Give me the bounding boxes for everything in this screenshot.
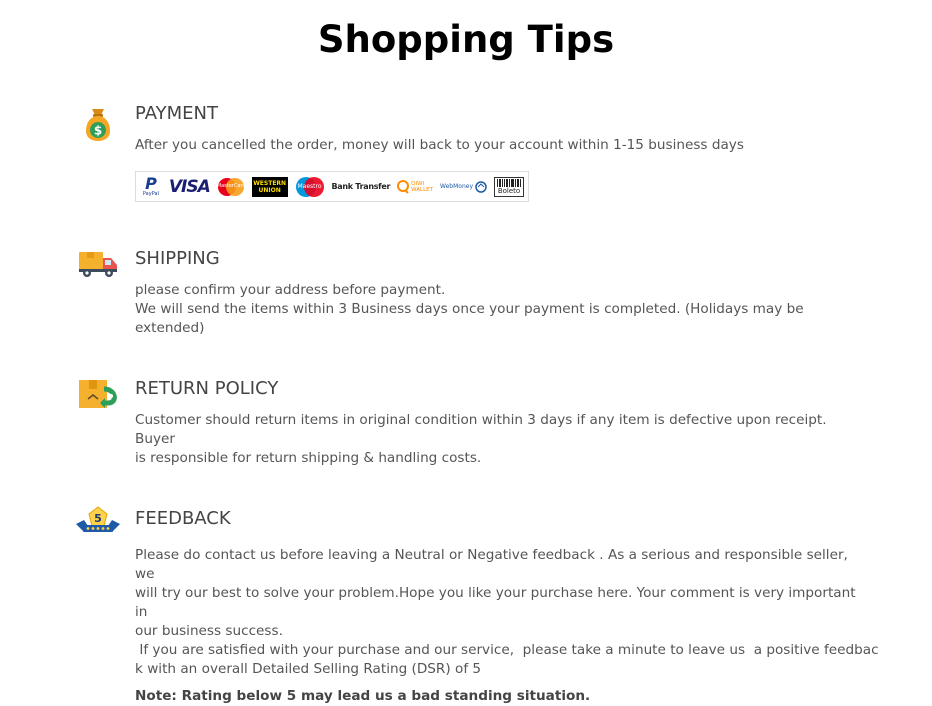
- webmoney-logo: [440, 181, 487, 193]
- western-union-logo: [252, 177, 288, 197]
- qiwi-logo-line2: WALLET: [411, 186, 434, 193]
- delivery-truck-icon: [78, 246, 118, 286]
- qiwi-logo: [397, 180, 433, 194]
- webmoney-logo-label: WebMoney: [440, 183, 473, 190]
- feedback-text-line: If you are satisfied with your purchase and our service, please take a minute to leave us a positive feedbac: [135, 642, 879, 658]
- feedback-text: [135, 546, 879, 706]
- feedback-heading: FEEDBACK: [135, 508, 231, 529]
- return-policy-text: [135, 411, 865, 468]
- feedback-text-line: our business success.: [135, 623, 283, 639]
- western-union-line2: UNION: [258, 186, 281, 194]
- five-star-badge-icon: [74, 506, 122, 546]
- shipping-text-line: please confirm your address before payment.: [135, 282, 446, 298]
- svg-text:$: $: [93, 123, 103, 138]
- return-policy-heading: RETURN POLICY: [135, 378, 279, 399]
- shipping-heading: SHIPPING: [135, 248, 220, 269]
- payment-text-line: After you cancelled the order, money will back to your account within 1-15 business days: [135, 137, 744, 153]
- return-policy-text-line: Customer should return items in original condition within 3 days if any item is defective upon receipt. Buyer: [135, 412, 827, 447]
- bank-transfer-logo: Bank Transfer: [331, 182, 391, 191]
- money-bag-icon: [78, 103, 118, 143]
- mastercard-logo-label: MasterCard: [216, 182, 246, 189]
- payment-text: [135, 136, 865, 155]
- paypal-logo-label: PayPal: [142, 191, 159, 197]
- payment-heading: PAYMENT: [135, 103, 218, 124]
- shipping-text-line: We will send the items within 3 Business days once your payment is completed. (Holidays may be extended): [135, 301, 804, 336]
- feedback-note: Note: Rating below 5 may lead us a bad standing situation.: [135, 688, 591, 704]
- page-title: Shopping Tips: [317, 18, 615, 61]
- payment-methods-strip: [135, 171, 529, 202]
- qiwi-logo-line1: QIWI: [411, 180, 425, 187]
- maestro-logo-label: Maestro: [297, 182, 322, 190]
- maestro-logo: [295, 176, 325, 198]
- feedback-text-line: Please do contact us before leaving a Neutral or Negative feedback . As a serious and responsible seller, we: [135, 547, 848, 582]
- western-union-line1: WESTERN: [253, 179, 287, 187]
- mastercard-logo: [217, 177, 245, 197]
- return-box-icon: [78, 377, 118, 417]
- paypal-logo: P PayPal: [142, 174, 159, 197]
- visa-logo: VISA: [168, 176, 210, 197]
- boleto-logo-label: Boleto: [497, 186, 521, 195]
- return-policy-text-line: is responsible for return shipping & handling costs.: [135, 450, 482, 466]
- feedback-text-line: will try our best to solve your problem.Hope you like your purchase here. Your comment is very important in: [135, 585, 856, 620]
- badge-number: 5: [94, 512, 102, 525]
- shipping-text: [135, 281, 865, 338]
- feedback-text-line: k with an overall Detailed Selling Rating (DSR) of 5: [135, 661, 482, 677]
- boleto-logo: [494, 177, 524, 197]
